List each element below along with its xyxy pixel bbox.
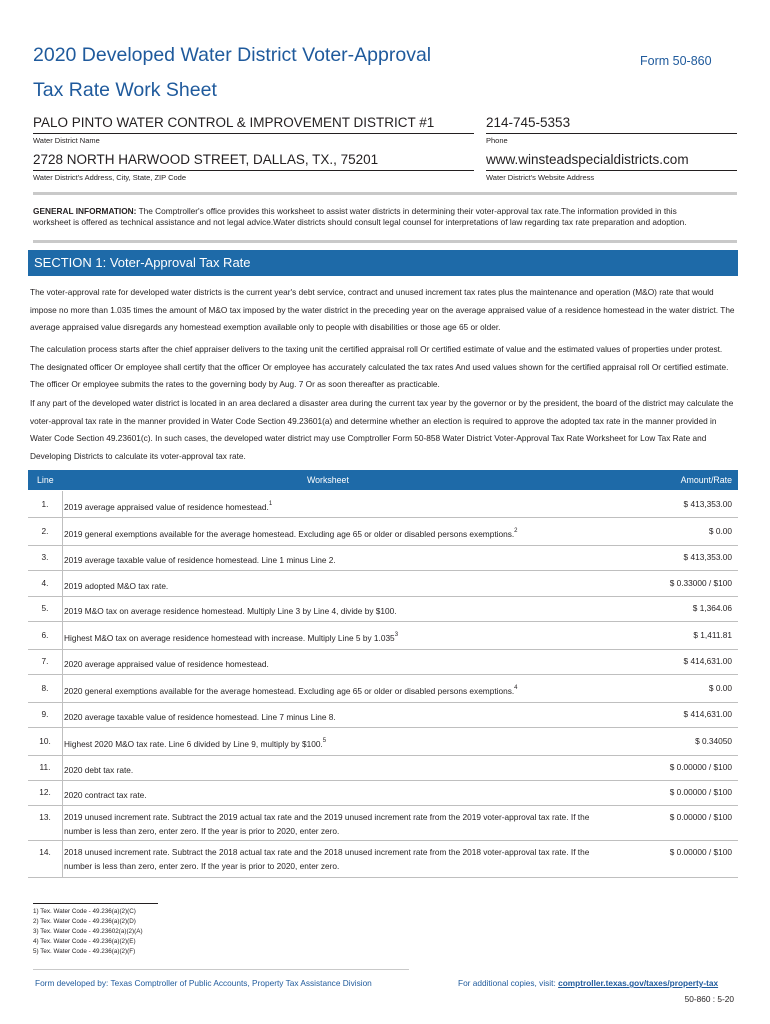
- footer-copies-text: For additional copies, visit:: [458, 978, 556, 988]
- table-column-divider: [62, 780, 63, 805]
- table-row: [28, 805, 738, 840]
- form-title-line1: 2020 Developed Water District Voter-Approval: [33, 44, 432, 66]
- line-description-text: 2020 general exemptions available for the average homestead. Excluding age 65 or older or disabled persons exemptions.: [64, 686, 515, 696]
- line-description: [64, 787, 594, 801]
- table-column-divider: [62, 674, 63, 702]
- line-amount: $ 413,353.00: [683, 552, 732, 562]
- line-description-text: 2019 adopted M&O tax rate.: [64, 581, 169, 591]
- district-name-label: Water District Name: [33, 136, 100, 145]
- address-underline: [33, 170, 474, 171]
- page-number: 50-860 : 5-20: [684, 994, 734, 1004]
- table-column-divider: [62, 491, 63, 517]
- table-row: [28, 840, 738, 877]
- table-column-divider: [62, 702, 63, 727]
- line-number: 12.: [39, 787, 51, 797]
- line-description: [64, 762, 594, 776]
- line-description-text: 2020 average appraised value of residence homestead.: [64, 659, 269, 669]
- footnote-reference: 2: [514, 528, 518, 534]
- table-row: [28, 780, 738, 805]
- line-description-text: 2020 average taxable value of residence homestead. Line 7 minus Line 8.: [64, 712, 336, 722]
- phone-label: Phone: [486, 136, 508, 145]
- table-column-divider: [62, 596, 63, 621]
- line-description: [64, 709, 594, 723]
- phone-underline: [486, 133, 737, 134]
- line-description-text: Highest M&O tax on average residence homestead with increase. Multiply Line 5 by 1.035: [64, 633, 395, 643]
- table-row: [28, 755, 738, 780]
- footer-divider: [33, 969, 409, 970]
- footnote-reference: 4: [514, 685, 518, 691]
- line-number: 9.: [41, 709, 49, 719]
- address-value: 2728 NORTH HARWOOD STREET, DALLAS, TX., 75201: [33, 152, 379, 167]
- table-column-divider: [62, 840, 63, 877]
- table-column-divider: [62, 621, 63, 649]
- footnote: 1) Tex. Water Code - 49.236(a)(2)(C): [33, 908, 136, 915]
- line-amount: $ 1,364.06: [692, 603, 732, 613]
- table-row: [28, 491, 738, 517]
- table-row: [28, 727, 738, 755]
- general-information-text: The Comptroller's office provides this worksheet to assist water districts in determining their voter-approval tax rate.The information provided in this worksheet is offered as technical assistance and not legal advice.Water districts should consult legal counsel for interpretations of law regarding tax rate preparation and adoption.: [33, 206, 687, 227]
- line-description: [64, 499, 594, 513]
- table-column-divider: [62, 805, 63, 840]
- column-header-worksheet: Worksheet: [307, 475, 349, 485]
- footnote-divider: [33, 903, 158, 904]
- line-description: [64, 552, 594, 566]
- line-number: 2.: [41, 526, 49, 536]
- general-divider: [33, 240, 737, 243]
- line-amount: $ 1,411.81: [693, 630, 732, 640]
- section-1-paragraph-1: The voter-approval rate for developed water districts is the current year's debt service, contract and unused increment tax rates plus the maintenance and operation (M&O) rate that would impose no more than 1.035 times the amount of M&O tax imposed by the water district in the preceding year on the average appraised value of a residence homestead in the water district. The average appraised value disregards any homestead exemption available only to people with disabilities or those age 65 or older.: [30, 287, 735, 332]
- line-number: 5.: [41, 603, 49, 613]
- table-row: [28, 674, 738, 702]
- table-row: [28, 649, 738, 674]
- line-description: [64, 812, 594, 837]
- line-number: 8.: [41, 683, 49, 693]
- line-amount: $ 0.00000 / $100: [669, 812, 732, 822]
- line-description: [64, 603, 594, 617]
- general-information: [33, 206, 715, 228]
- table-row: [28, 596, 738, 621]
- table-column-divider: [62, 649, 63, 674]
- line-description-text: 2018 unused increment rate. Subtract the 2018 actual tax rate and the 2018 unused increment rate from the 2018 voter-approval tax rate. If the number is less than zero, enter zero. If the year is prior to 2020, enter zero.: [64, 847, 590, 871]
- line-amount: $ 0.00: [708, 683, 732, 693]
- footnote-reference: 5: [322, 738, 327, 744]
- footnote: 4) Tex. Water Code - 49.236(a)(2)(E): [33, 938, 136, 945]
- line-description: [64, 683, 594, 697]
- line-amount: $ 0.00: [708, 526, 732, 536]
- worksheet-table-header: [28, 470, 738, 490]
- section-1-paragraph-2: The calculation process starts after the chief appraiser delivers to the taxing unit the certified appraisal roll Or certified estimate of value and the estimated values of properties under protest. The designated officer Or employee shall certify that the officer Or employee has accurately calculated the tax rates And used values shown for the certified appraisal roll Or certified estimate. The officer Or employee submits the rates to the governing body by Aug. 7 Or as soon thereafter as practicable.: [30, 344, 729, 389]
- line-description-text: 2019 general exemptions available for the average homestead. Excluding age 65 or older or disabled persons exemptions.: [64, 529, 515, 539]
- line-amount: $ 414,631.00: [683, 656, 732, 666]
- table-column-divider: [62, 570, 63, 596]
- form-title: [33, 38, 493, 108]
- line-amount: $ 0.00000 / $100: [669, 847, 732, 857]
- line-description-text: 2019 average appraised value of residence homestead.: [64, 502, 269, 512]
- table-column-divider: [62, 517, 63, 545]
- line-amount: $ 414,631.00: [683, 709, 732, 719]
- line-description: [64, 736, 594, 750]
- line-number: 1.: [41, 499, 49, 509]
- form-title-line2: Tax Rate Work Sheet: [33, 79, 217, 101]
- line-description-text: Highest 2020 M&O tax rate. Line 6 divided by Line 9, multiply by $100.: [64, 739, 323, 749]
- line-description: [64, 526, 594, 540]
- footnote: 5) Tex. Water Code - 49.236(a)(2)(F): [33, 948, 136, 955]
- line-description-text: 2019 M&O tax on average residence homestead. Multiply Line 3 by Line 4, divide by $100.: [64, 606, 397, 616]
- line-number: 13.: [39, 812, 51, 822]
- footnote-reference: 1: [268, 501, 273, 507]
- footnote-reference: 3: [394, 632, 399, 638]
- footer-copies: [458, 978, 718, 988]
- table-row: [28, 621, 738, 649]
- line-number: 14.: [39, 847, 51, 857]
- line-amount: $ 0.00000 / $100: [669, 787, 732, 797]
- form-number: Form 50-860: [640, 54, 712, 68]
- footer-credit: Form developed by: Texas Comptroller of Public Accounts, Property Tax Assistance Division: [35, 978, 372, 988]
- table-row: [28, 570, 738, 596]
- footnote: 2) Tex. Water Code - 49.236(a)(2)(D): [33, 918, 136, 925]
- website-label: Water District's Website Address: [486, 173, 595, 182]
- table-column-divider: [62, 545, 63, 570]
- phone-value: 214-745-5353: [486, 115, 571, 130]
- footnote: 3) Tex. Water Code - 49.23602(a)(2)(A): [33, 928, 143, 935]
- address-label: Water District's Address, City, State, ZIP Code: [33, 173, 187, 182]
- line-amount: $ 413,353.00: [683, 499, 732, 509]
- line-description-text: 2020 contract tax rate.: [64, 790, 147, 800]
- website-underline: [486, 170, 737, 171]
- district-name-value: PALO PINTO WATER CONTROL & IMPROVEMENT DISTRICT #1: [33, 115, 435, 130]
- section-1-paragraph-3: If any part of the developed water district is located in an area declared a disaster area during the current tax year by the governor or by the president, the board of the district may calculate the voter-approval tax rate in the manner provided in Water Code Section 49.23601(a) and determine whether an election is required to approve the adopted tax rate in the manner provided in Water Code Section 49.23601(c). In such cases, the developed water district may use Comptroller Form 50-858 Water District Voter-Approval Tax Rate Worksheet for Low Tax Rate and Developing Districts to calculate its voter-approval tax rate.: [30, 398, 734, 461]
- section-1-header: SECTION 1: Voter-Approval Tax Rate: [28, 250, 738, 276]
- table-row: [28, 702, 738, 727]
- header-divider: [33, 192, 737, 195]
- table-column-divider: [62, 755, 63, 780]
- district-name-underline: [33, 133, 474, 134]
- line-description: [64, 630, 594, 644]
- footer-copies-link[interactable]: comptroller.texas.gov/taxes/property-tax: [558, 978, 719, 988]
- line-amount: $ 0.33000 / $100: [669, 578, 732, 588]
- line-amount: $ 0.34050: [695, 736, 732, 746]
- line-number: 6.: [41, 630, 49, 640]
- table-column-divider: [62, 727, 63, 755]
- line-description-text: 2019 unused increment rate. Subtract the 2019 actual tax rate and the 2019 unused increment rate from the 2019 voter-approval tax rate. If the number is less than zero, enter zero. If the year is prior to 2020, enter zero.: [64, 812, 590, 836]
- line-number: 11.: [39, 762, 51, 772]
- line-description-text: 2020 debt tax rate.: [64, 765, 134, 775]
- line-number: 4.: [41, 578, 49, 588]
- column-header-amount: Amount/Rate: [680, 475, 732, 485]
- table-row: [28, 545, 738, 570]
- website-value: www.winsteadspecialdistricts.com: [486, 152, 689, 167]
- table-row: [28, 517, 738, 545]
- table-row-separator: [28, 877, 738, 878]
- general-information-label: GENERAL INFORMATION:: [33, 206, 137, 216]
- line-description: [64, 847, 594, 872]
- line-description-text: 2019 average taxable value of residence homestead. Line 1 minus Line 2.: [64, 555, 336, 565]
- line-description: [64, 578, 594, 592]
- line-description: [64, 656, 594, 670]
- line-number: 7.: [41, 656, 49, 666]
- line-amount: $ 0.00000 / $100: [669, 762, 732, 772]
- column-header-line: Line: [37, 475, 54, 485]
- line-number: 3.: [41, 552, 49, 562]
- line-number: 10.: [39, 736, 51, 746]
